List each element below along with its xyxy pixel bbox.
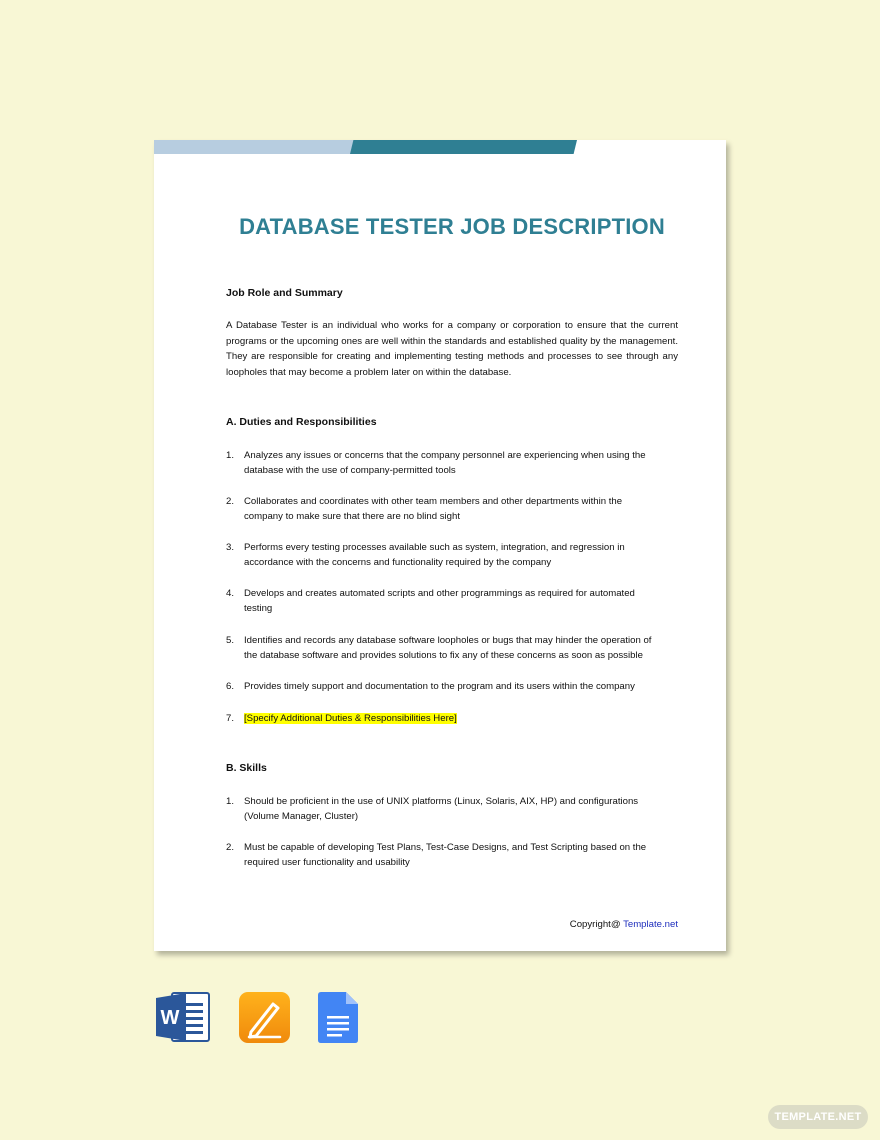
- list-text: (Volume Manager, Cluster): [244, 811, 359, 823]
- list-text: Performs every testing processes available such as system, integration, and regression in: [244, 542, 625, 553]
- summary-heading: Job Role and Summary: [226, 287, 343, 299]
- list-text: company to make sure that there are no blind sight: [244, 511, 460, 523]
- list-text: accordance with the concerns and functionality required by the company: [244, 557, 552, 569]
- summary-paragraph: A Database Tester is an individual who works for a company or corporation to ensure that the current programs or the upcoming ones are well within the standards and established quality by the management. They are responsible for creating and implementing testing methods and processes to see through any loopholes that may become a problem later on within the database.: [226, 320, 678, 378]
- header-band-light: [154, 140, 354, 154]
- list-number: 3.: [226, 542, 235, 553]
- list-number: 1.: [226, 796, 235, 807]
- word-icon[interactable]: [156, 992, 210, 1047]
- list-item: [226, 794, 678, 825]
- document-page: [154, 140, 726, 951]
- list-item: [226, 679, 678, 694]
- template-net-watermark: TEMPLATE.NET: [768, 1105, 868, 1129]
- list-item: [226, 448, 678, 479]
- list-number: 5.: [226, 635, 235, 646]
- list-number: 6.: [226, 681, 235, 692]
- list-text: required user functionality and usability: [244, 857, 410, 869]
- list-text: Identifies and records any database software loopholes or bugs that may hinder the operation of: [244, 635, 652, 646]
- list-number: 2.: [226, 496, 235, 507]
- document-title: DATABASE TESTER JOB DESCRIPTION: [239, 214, 665, 239]
- list-text: Develops and creates automated scripts and other programmings as required for automated: [244, 588, 635, 599]
- list-text: Should be proficient in the use of UNIX platforms (Linux, Solaris, AIX, HP) and configurations: [244, 796, 639, 807]
- list-text: the database software and provides solutions to fix any of these concerns as soon as possible: [244, 650, 643, 662]
- list-number: 7.: [226, 713, 235, 724]
- copyright-link[interactable]: Template.net: [623, 919, 678, 930]
- list-text: Must be capable of developing Test Plans, Test-Case Designs, and Test Scripting based on the: [244, 842, 647, 853]
- skills-heading: B. Skills: [226, 762, 267, 774]
- header-band-dark: [350, 140, 577, 154]
- list-number: 4.: [226, 588, 235, 599]
- pages-icon[interactable]: [239, 992, 290, 1048]
- list-item: [226, 494, 678, 525]
- list-text: database with the use of company-permitted tools: [244, 465, 456, 477]
- list-text: Provides timely support and documentation to the program and its users within the company: [244, 681, 635, 692]
- list-item: [226, 586, 678, 617]
- list-number: 2.: [226, 842, 235, 853]
- copyright-label: Copyright@: [569, 919, 624, 930]
- placeholder-highlight: [Specify Additional Duties & Responsibilities Here]: [244, 713, 457, 724]
- list-item: [226, 840, 678, 871]
- list-item: [226, 711, 678, 726]
- list-text: Analyzes any issues or concerns that the company personnel are experiencing when using the: [244, 450, 646, 461]
- list-text: testing: [244, 603, 273, 615]
- duties-heading: A. Duties and Responsibilities: [226, 416, 377, 428]
- word-icon-letter: W: [160, 1007, 180, 1029]
- list-item: [226, 633, 678, 664]
- list-text: Collaborates and coordinates with other team members and other departments within the: [244, 496, 623, 507]
- list-number: 1.: [226, 450, 235, 461]
- list-item: [226, 540, 678, 571]
- google-docs-icon[interactable]: [318, 992, 358, 1048]
- copyright: [570, 919, 678, 930]
